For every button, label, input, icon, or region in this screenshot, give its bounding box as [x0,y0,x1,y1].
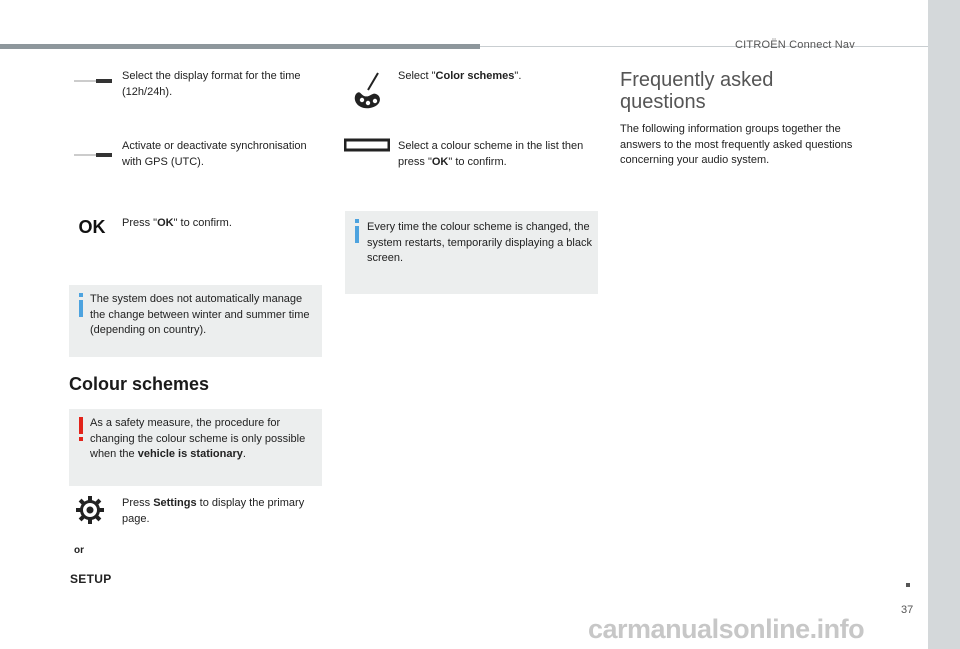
warning-icon [77,417,85,441]
ok-icon [72,214,112,240]
page-marker [906,583,910,587]
list-selection-bar-icon [344,138,390,152]
section-title-colour-schemes: Colour schemes [69,374,210,394]
header-brand: CITROËN Connect Nav [735,39,855,51]
step-press-settings-prefix: Press [122,497,154,509]
warning-note-text-suffix: . [242,448,246,460]
watermark: carmanualsonline.info [588,614,865,644]
step-press-settings-bold: Settings [153,497,197,509]
ok-icon-text: OK [78,216,106,237]
palette-brush-icon [348,70,388,112]
header-rule [0,44,480,49]
step-select-color-schemes-suffix: ". [514,70,522,82]
step-select-color-schemes [398,69,588,85]
step-select-colour-scheme-bold: OK [431,155,449,168]
step-select-colour-scheme-suffix: " to confirm. [448,155,507,168]
info-note-summer-time-text: The system does not automatically manage the change between winter and summer time (depending on country). [90,293,310,336]
step-select-colour-scheme-prefix: Select a colour scheme in the list then press " [398,140,584,168]
time-format-icon [72,70,114,92]
side-strip [928,0,960,649]
step-press-ok-prefix: Press " [122,217,158,229]
step-press-settings [122,496,322,527]
step-gps-sync: Activate or deactivate synchronisation with GPS (UTC). [122,140,307,168]
info-note-restart [345,211,598,294]
faq-title: Frequently asked questions [620,69,774,113]
warning-note-text-main: As a safety measure, the procedure for changing the colour scheme is only possible when the [90,417,306,460]
warning-note-text [90,416,316,463]
warning-note-text-bold: vehicle is stationary [137,448,243,460]
page-number: 37 [901,604,914,616]
header-rule-thin [480,46,928,47]
step-press-settings-suffix: to display the primary page. [122,497,305,525]
info-icon [77,293,85,317]
setup-button-label: SETUP [70,572,112,586]
step-press-ok-suffix: " to confirm. [173,217,232,229]
step-press-ok [122,216,322,232]
step-time-format: Select the display format for the time (12h/24h). [122,70,301,98]
warning-note-stationary [69,409,322,486]
settings-gear-icon [74,494,106,526]
info-note-summer-time [69,285,322,357]
step-select-color-schemes-prefix: Select " [398,70,436,82]
step-select-colour-scheme [398,139,588,170]
faq-intro-text: The following information groups together the answers to the most frequently asked questions concerning your audio system. [620,123,853,166]
or-label: or [74,545,84,556]
step-press-ok-bold: OK [157,217,174,229]
step-select-color-schemes-bold: Color schemes [435,70,515,82]
info-icon [353,219,361,243]
info-note-restart-text: Every time the colour scheme is changed, the system restarts, temporarily displaying a black screen. [367,221,592,264]
gps-sync-toggle-icon [72,144,114,166]
